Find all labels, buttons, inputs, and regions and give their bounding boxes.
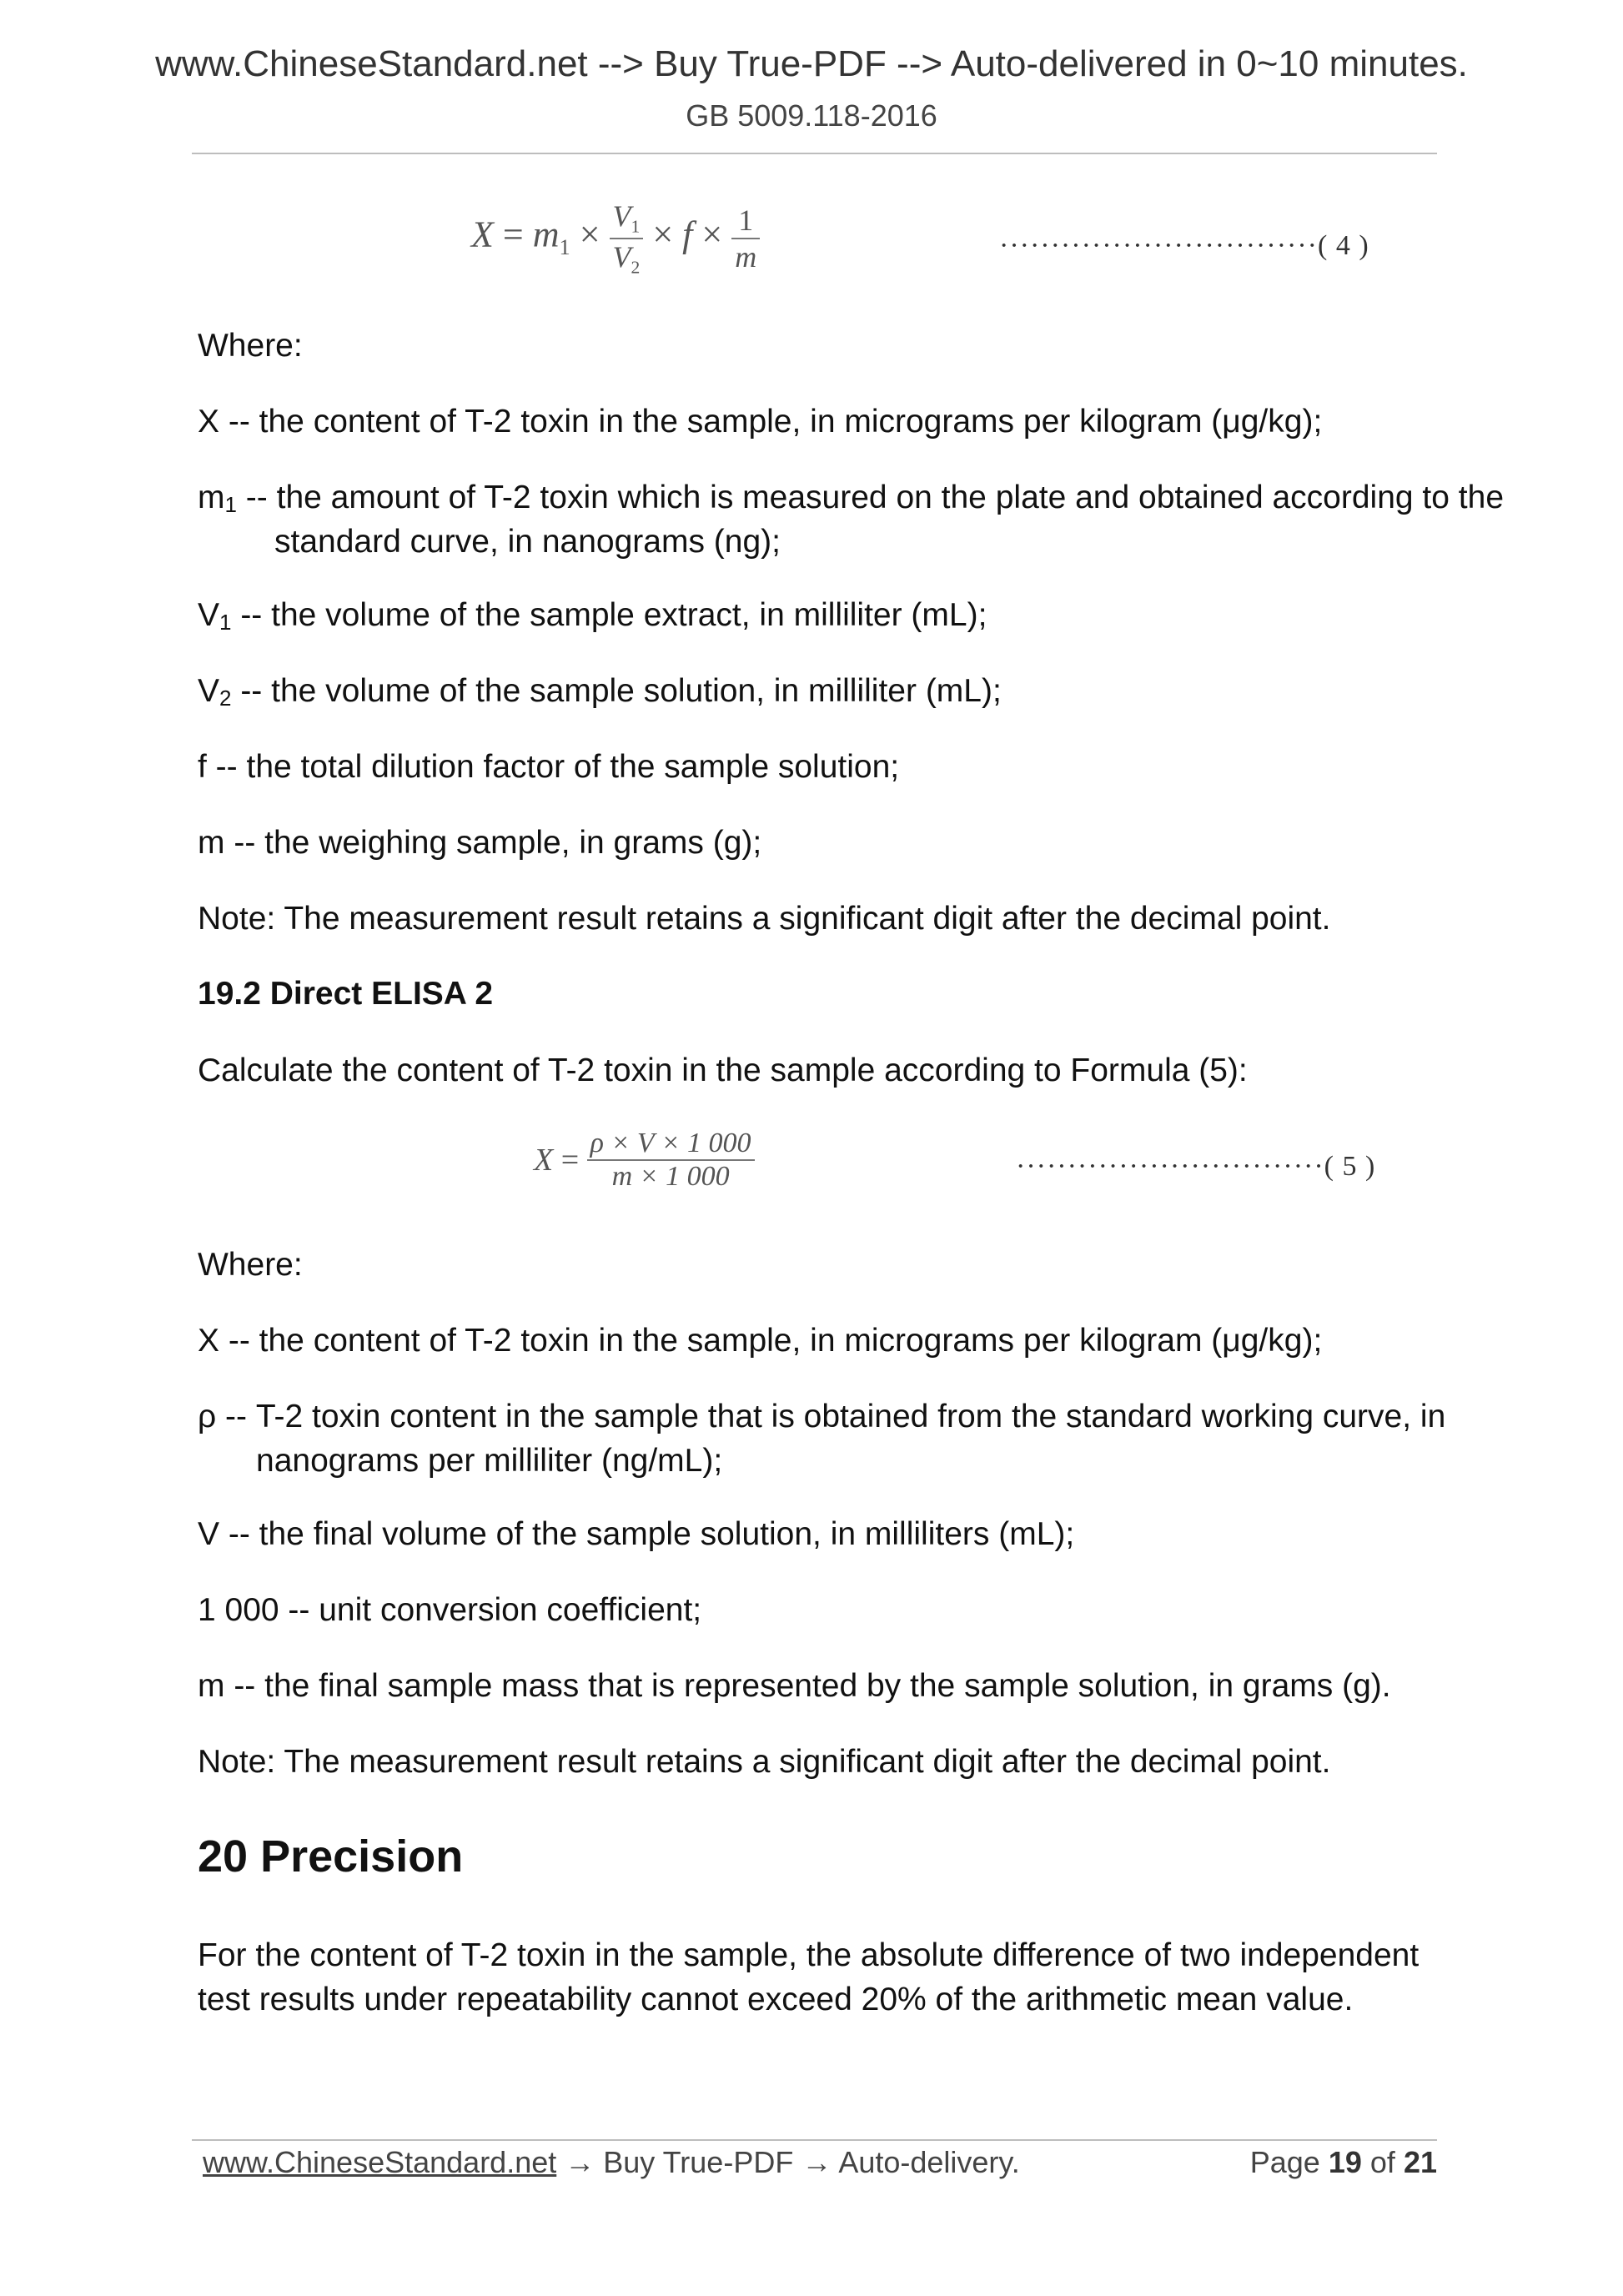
where-label-1: Where: <box>198 328 303 364</box>
note-1: Note: The measurement result retains a significant digit after the decimal point. <box>198 901 1331 937</box>
footer-promo-text: → Buy True-PDF → Auto-delivery. <box>556 2145 1020 2179</box>
definition-X-2: X -- the content of T-2 toxin in the sample, in micrograms per kilogram (μg/kg); <box>198 1323 1323 1359</box>
precision-body: For the content of T-2 toxin in the sample, the absolute difference of two independent test results under repeatability cannot exceed 20% of the arithmetic mean value. <box>198 1937 1419 2017</box>
header-divider <box>192 153 1437 154</box>
formula-5-number: ( 5 ) <box>1324 1151 1376 1182</box>
page-total: 21 <box>1403 2145 1437 2179</box>
formula-5: X = $\frac{\rho \times V \times 1 000}{m \times 1 000}$ <box>534 1128 755 1193</box>
footer-divider <box>192 2139 1437 2141</box>
definition-f: f -- the total dilution factor of the sample solution; <box>198 749 900 785</box>
definition-rho: ρ -- T-2 toxin content in the sample that is obtained from the standard working curve, in nanograms per milliliter (ng/mL); <box>198 1399 1446 1479</box>
definition-m1: $m_1$ -- the amount of T-2 toxin which is measured on the plate and obtained according to the standard curve, in nanograms (ng); <box>198 480 1505 560</box>
formula-4: $X = m_1$ × $\frac{V_1}{V_2}$ × f × $\frac{1}{m}$ <box>471 198 760 278</box>
page-indicator: Page 19 of 21 <box>1249 2145 1437 2179</box>
formula-4-leader-dots: ·······························( 4 ) <box>999 230 1369 261</box>
where-label-2: Where: <box>198 1247 303 1283</box>
section-heading-19-2: 19.2 Direct ELISA 2 <box>198 976 494 1012</box>
note-2: Note: The measurement result retains a significant digit after the decimal point. <box>198 1744 1331 1780</box>
formula-5-leader-dots: ······························( 5 ) <box>1016 1151 1376 1182</box>
footer <box>203 2145 1437 2187</box>
header-promo-line: www.ChineseStandard.net --> Buy True-PDF --> Auto-delivered in 0~10 minutes. <box>155 43 1468 84</box>
definition-m-2: m -- the final sample mass that is represented by the sample solution, in grams (g). <box>198 1668 1391 1704</box>
standard-number: GB 5009.118-2016 <box>686 98 937 133</box>
formula-5-intro: Calculate the content of T-2 toxin in the sample according to Formula (5): <box>198 1053 1248 1088</box>
page-number: 19 <box>1328 2145 1362 2179</box>
section-heading-20: 20 Precision <box>198 1831 464 1882</box>
definition-V2: $V_2$ -- the volume of the sample solution, in milliliter (mL); <box>198 673 1002 711</box>
formula-4-number: ( 4 ) <box>1318 230 1369 261</box>
footer-site-link[interactable]: www.ChineseStandard.net <box>203 2145 557 2179</box>
definition-m-1: m -- the weighing sample, in grams (g); <box>198 825 762 861</box>
definition-X-1: X -- the content of T-2 toxin in the sample, in micrograms per kilogram (μg/kg); <box>198 404 1323 440</box>
definition-1000: 1 000 -- unit conversion coefficient; <box>198 1592 702 1628</box>
definition-V: V -- the final volume of the sample solution, in milliliters (mL); <box>198 1516 1075 1552</box>
definition-V1: $V_1$ -- the volume of the sample extract, in milliliter (mL); <box>198 597 987 635</box>
